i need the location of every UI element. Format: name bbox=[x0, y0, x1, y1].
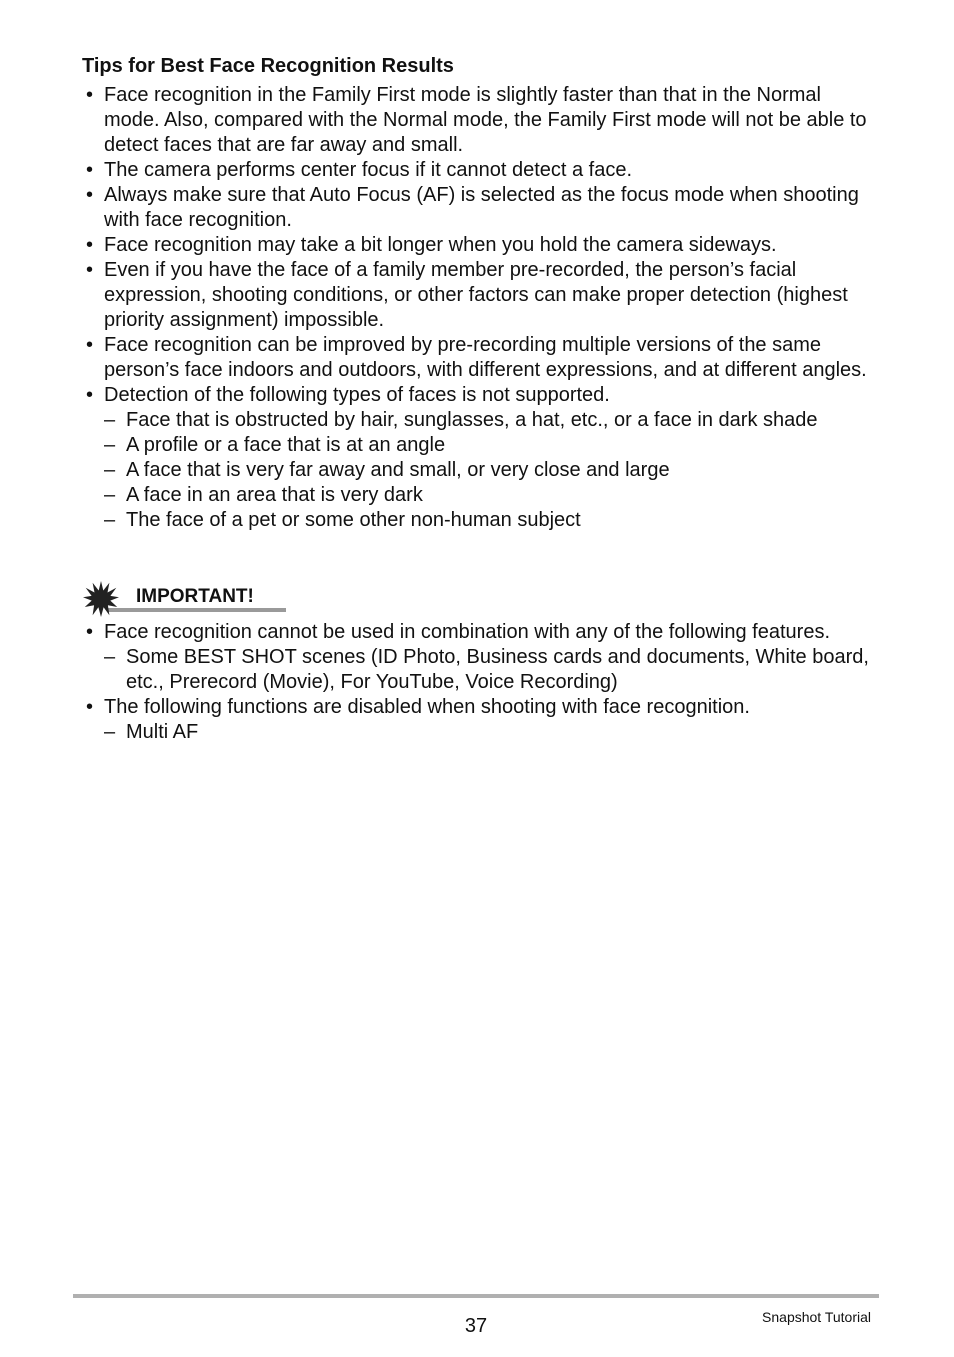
dash-icon: – bbox=[104, 484, 116, 506]
subitem-text: Some BEST SHOT scenes (ID Photo, Business cards and documents, White board, etc., Prerecord (Movie), For YouTube, Voice Recording) bbox=[126, 646, 869, 693]
bullet-icon: • bbox=[86, 621, 94, 643]
bullet-icon: • bbox=[86, 334, 94, 356]
important-text: The following functions are disabled when shooting with face recognition. bbox=[104, 696, 750, 718]
dash-icon: – bbox=[104, 409, 116, 431]
tip-subitem bbox=[82, 458, 882, 483]
important-text: Face recognition cannot be used in combination with any of the following features. bbox=[104, 621, 830, 643]
tip-subitem bbox=[82, 483, 882, 508]
tip-item bbox=[82, 258, 882, 333]
tip-subitem bbox=[82, 433, 882, 458]
bullet-icon: • bbox=[86, 184, 94, 206]
dash-icon: – bbox=[104, 434, 116, 456]
tip-text: Detection of the following types of faces is not supported. bbox=[104, 384, 610, 406]
important-subitem bbox=[82, 645, 882, 695]
subitem-text: A face that is very far away and small, or very close and large bbox=[126, 459, 670, 481]
important-item bbox=[82, 695, 882, 720]
tip-subitem bbox=[82, 508, 882, 533]
tip-text: Always make sure that Auto Focus (AF) is selected as the focus mode when shooting with face recognition. bbox=[104, 184, 859, 231]
footer-section-name: Snapshot Tutorial bbox=[762, 1309, 871, 1325]
tip-text: Face recognition may take a bit longer when you hold the camera sideways. bbox=[104, 234, 777, 256]
tip-item bbox=[82, 83, 882, 158]
bullet-icon: • bbox=[86, 259, 94, 281]
section-heading: Tips for Best Face Recognition Results bbox=[82, 55, 454, 77]
tip-item bbox=[82, 158, 882, 183]
bullet-icon: • bbox=[86, 234, 94, 256]
important-list bbox=[82, 620, 882, 745]
dash-icon: – bbox=[104, 646, 116, 668]
important-label: IMPORTANT! bbox=[136, 586, 254, 607]
bullet-icon: • bbox=[86, 84, 94, 106]
bullet-icon: • bbox=[86, 696, 94, 718]
important-burst-icon bbox=[82, 580, 120, 618]
page-number: 37 bbox=[464, 1315, 488, 1337]
tip-text: Face recognition in the Family First mode is slightly faster than that in the Normal mode. Also, compared with the Normal mode, the Family First mode will not be able to detect faces that are far away and small. bbox=[104, 84, 867, 156]
subitem-text: A profile or a face that is at an angle bbox=[126, 434, 446, 456]
tips-list bbox=[82, 83, 882, 533]
dash-icon: – bbox=[104, 509, 116, 531]
tip-item bbox=[82, 383, 882, 408]
bullet-icon: • bbox=[86, 384, 94, 406]
tip-text: The camera performs center focus if it cannot detect a face. bbox=[104, 159, 633, 181]
dash-icon: – bbox=[104, 459, 116, 481]
subitem-text: A face in an area that is very dark bbox=[126, 484, 423, 506]
dash-icon: – bbox=[104, 721, 116, 743]
important-item bbox=[82, 620, 882, 645]
important-header bbox=[82, 580, 286, 614]
bullet-icon: • bbox=[86, 159, 94, 181]
tip-item bbox=[82, 333, 882, 383]
tip-text: Even if you have the face of a family member pre-recorded, the person’s facial expression, shooting conditions, or other factors can make proper detection (highest priority assignment) impossible. bbox=[104, 259, 848, 331]
tip-subitem bbox=[82, 408, 882, 433]
tip-item bbox=[82, 183, 882, 233]
tip-text: Face recognition can be improved by pre-recording multiple versions of the same person’s face indoors and outdoors, with different expressions, and at different angles. bbox=[104, 334, 867, 381]
tip-item bbox=[82, 233, 882, 258]
footer-rule bbox=[73, 1294, 879, 1298]
subitem-text: The face of a pet or some other non-human subject bbox=[126, 509, 581, 531]
important-subitem bbox=[82, 720, 882, 745]
subitem-text: Face that is obstructed by hair, sunglasses, a hat, etc., or a face in dark shade bbox=[126, 409, 818, 431]
subitem-text: Multi AF bbox=[126, 721, 199, 743]
